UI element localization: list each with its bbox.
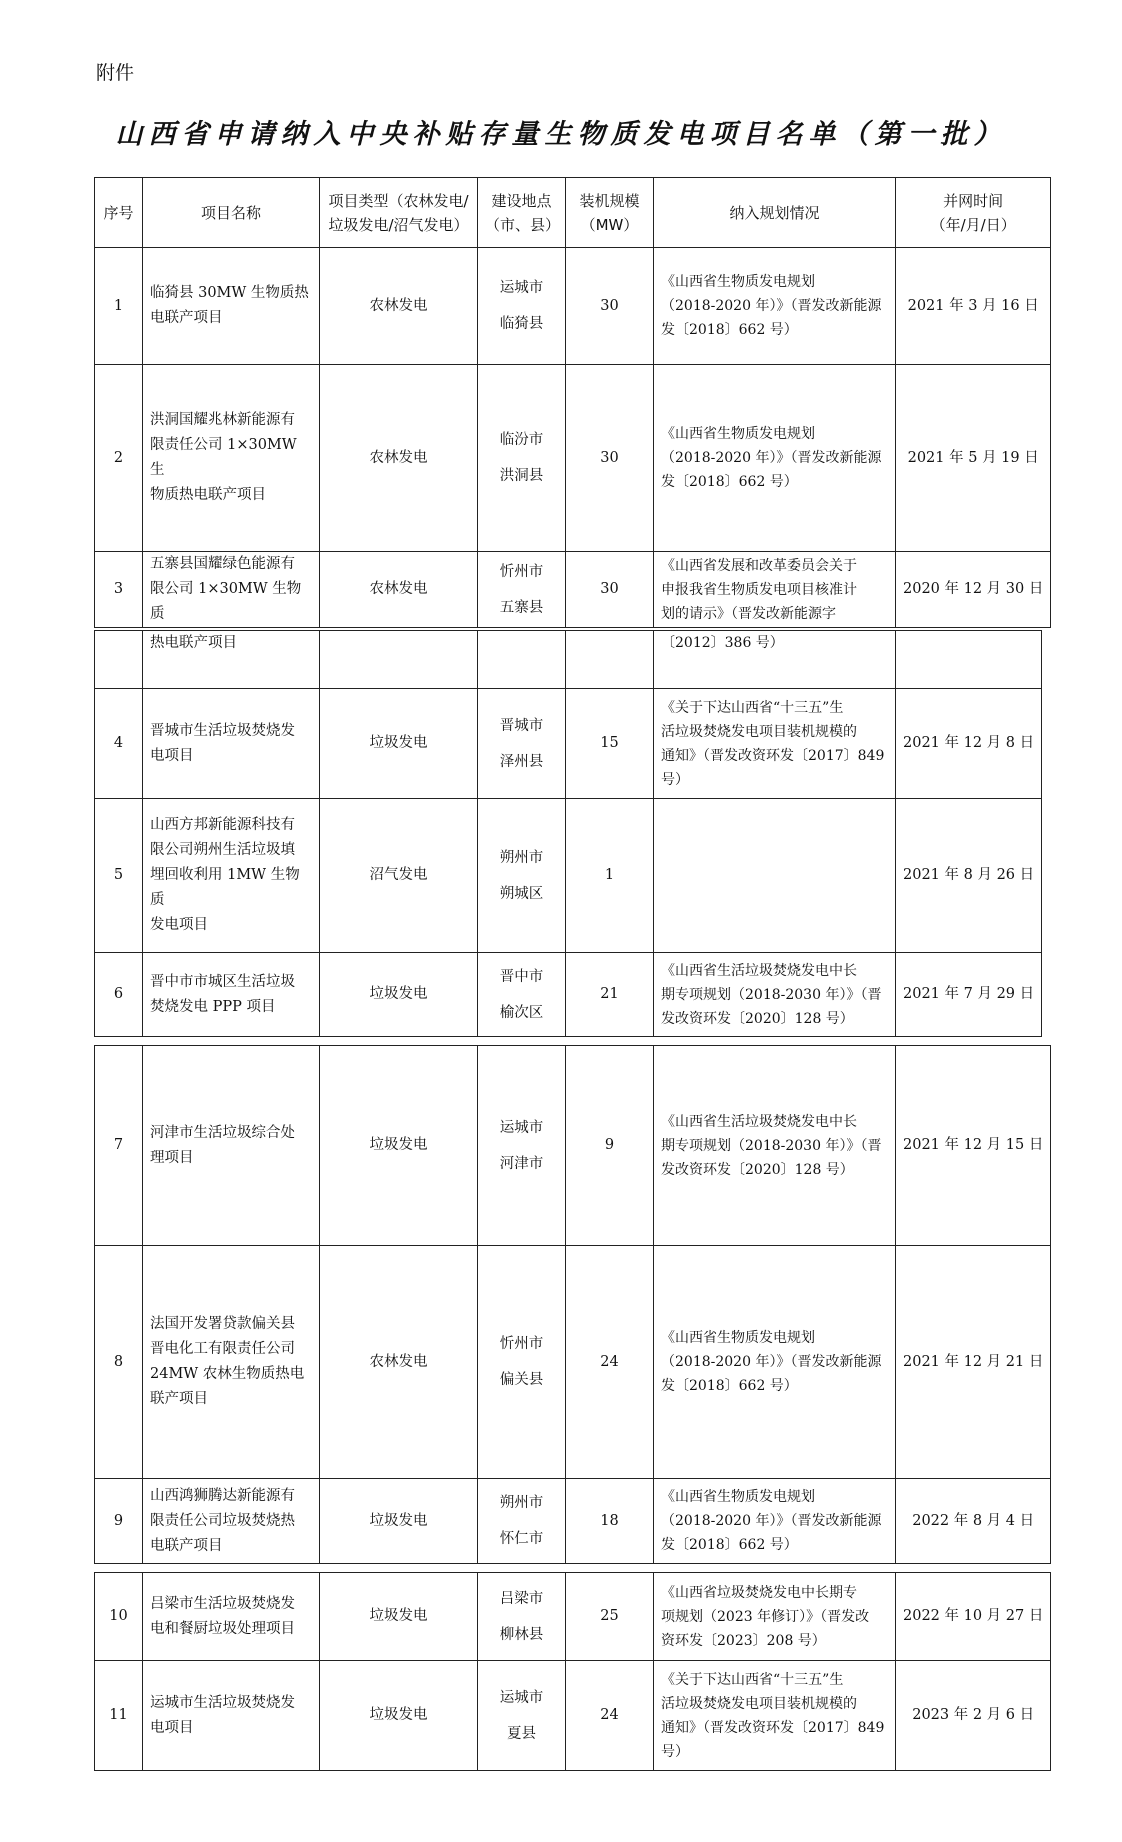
cell-project-type: 农林发电 xyxy=(320,248,478,365)
cell-grid-date: 2021 年 12 月 8 日 xyxy=(896,689,1042,799)
text-line: 山西方邦新能源科技有 xyxy=(150,817,295,833)
cell-no: 4 xyxy=(95,689,143,799)
cell-plan xyxy=(654,631,896,689)
header-date xyxy=(896,178,1051,248)
text-line: 发〔2018〕662 号） xyxy=(661,322,798,338)
table-row xyxy=(95,552,1051,628)
cell-project-name xyxy=(143,365,320,552)
cell-capacity: 30 xyxy=(566,365,654,552)
cell-plan xyxy=(654,689,896,799)
cell-project-type: 农林发电 xyxy=(320,552,478,628)
text-line: 晋城市生活垃圾焚烧发 xyxy=(150,722,295,739)
cell-plan xyxy=(654,552,896,628)
table-row xyxy=(95,248,1051,365)
text-line: 建设地点 xyxy=(491,191,552,210)
text-line: 运城市生活垃圾焚烧发 xyxy=(150,1694,295,1711)
cell-location xyxy=(478,1479,566,1564)
cell-project-name xyxy=(143,1246,320,1479)
project-table xyxy=(94,1572,1051,1771)
cell-plan xyxy=(654,799,896,953)
text-line: 活垃圾焚烧发电项目装机规模的 xyxy=(661,723,857,740)
text-line: 《山西省生物质发电规划 xyxy=(661,1330,815,1346)
cell-capacity: 24 xyxy=(566,1246,654,1479)
table-row xyxy=(95,1046,1051,1246)
cell-project-type: 垃圾发电 xyxy=(320,1573,478,1661)
text-line: （2018-2020 年）》（晋发改新能源 xyxy=(661,1513,882,1529)
cell-grid-date: 2020 年 12 月 30 日 xyxy=(896,552,1051,628)
cell-capacity: 21 xyxy=(566,953,654,1037)
text-line: 热电联产项目 xyxy=(150,635,237,651)
cell-no: 7 xyxy=(95,1046,143,1246)
cell-plan xyxy=(654,1573,896,1661)
text-line: 垃圾发电/沼气发电） xyxy=(328,215,469,234)
cell-grid-date: 2021 年 7 月 29 日 xyxy=(896,953,1042,1037)
cell-location xyxy=(478,631,566,689)
text-line: （MW） xyxy=(580,215,639,234)
text-line: 《山西省生物质发电规划 xyxy=(661,426,815,442)
cell-project-type: 农林发电 xyxy=(320,365,478,552)
text-line: 电项目 xyxy=(150,1719,194,1736)
location-city: 临汾市 xyxy=(499,432,544,448)
table-row xyxy=(95,1479,1051,1564)
cell-location xyxy=(478,1046,566,1246)
text-line: 发改资环发〔2020〕128 号） xyxy=(661,1010,854,1027)
text-line: 电联产项目 xyxy=(150,1537,223,1554)
text-line: 电和餐厨垃圾处理项目 xyxy=(150,1620,295,1637)
cell-plan xyxy=(654,365,896,552)
text-line: 吕梁市生活垃圾焚烧发 xyxy=(150,1595,295,1612)
cell-no: 10 xyxy=(95,1573,143,1661)
cell-plan xyxy=(654,1661,896,1771)
cell-capacity: 1 xyxy=(566,799,654,953)
text-line: 申报我省生物质发电项目核准计 xyxy=(661,581,857,598)
cell-grid-date: 2022 年 10 月 27 日 xyxy=(896,1573,1051,1661)
text-line: 通知》（晋发改资环发〔2017〕849 xyxy=(661,747,885,764)
cell-grid-date xyxy=(896,631,1042,689)
cell-capacity: 15 xyxy=(566,689,654,799)
cell-project-type: 垃圾发电 xyxy=(320,689,478,799)
text-line: 24MW 农林生物质热电 xyxy=(150,1366,305,1382)
text-line: 晋中市市城区生活垃圾 xyxy=(150,973,295,990)
cell-project-name xyxy=(143,799,320,953)
text-line: 限公司朔州生活垃圾填 xyxy=(150,842,295,858)
table-row xyxy=(95,953,1042,1037)
cell-no: 11 xyxy=(95,1661,143,1771)
cell-plan xyxy=(654,1246,896,1479)
cell-capacity xyxy=(566,631,654,689)
text-line: 埋回收利用 1MW 生物质 xyxy=(150,867,300,908)
cell-no: 8 xyxy=(95,1246,143,1479)
cell-no: 9 xyxy=(95,1479,143,1564)
cell-plan xyxy=(654,953,896,1037)
cell-location xyxy=(478,248,566,365)
table-row xyxy=(95,799,1042,953)
attachment-label: 附件 xyxy=(96,62,135,84)
cell-grid-date: 2021 年 8 月 26 日 xyxy=(896,799,1042,953)
text-line: 河津市生活垃圾综合处 xyxy=(150,1124,295,1141)
location-county: 榆次区 xyxy=(499,1004,544,1021)
location-county: 洪洞县 xyxy=(499,468,544,484)
cell-capacity: 30 xyxy=(566,552,654,628)
cell-plan xyxy=(654,1479,896,1564)
cell-no: 5 xyxy=(95,799,143,953)
text-line: 山西鸿狮腾达新能源有 xyxy=(150,1487,295,1504)
location-city: 朔州市 xyxy=(499,849,544,866)
cell-project-name xyxy=(143,1573,320,1661)
cell-location xyxy=(478,689,566,799)
text-line: 联产项目 xyxy=(150,1391,208,1407)
table-row xyxy=(95,365,1051,552)
cell-project-name xyxy=(143,689,320,799)
location-city: 晋城市 xyxy=(499,717,544,734)
cell-capacity: 18 xyxy=(566,1479,654,1564)
cell-capacity: 25 xyxy=(566,1573,654,1661)
cell-project-type: 沼气发电 xyxy=(320,799,478,953)
table-row xyxy=(95,1573,1051,1661)
text-line: （2018-2020 年）》（晋发改新能源 xyxy=(661,298,882,314)
location-county: 五寨县 xyxy=(499,599,544,616)
cell-capacity: 24 xyxy=(566,1661,654,1771)
cell-plan xyxy=(654,1046,896,1246)
location-county: 夏县 xyxy=(507,1725,536,1742)
location-city: 运城市 xyxy=(499,1119,544,1136)
location-county: 柳林县 xyxy=(499,1626,544,1643)
text-line: 项规划（2023 年修订）》（晋发改 xyxy=(661,1608,870,1625)
cell-project-type: 垃圾发电 xyxy=(320,1661,478,1771)
header-no: 序号 xyxy=(95,178,143,248)
cell-grid-date: 2022 年 8 月 4 日 xyxy=(896,1479,1051,1564)
cell-no: 3 xyxy=(95,552,143,628)
text-line: 《山西省垃圾焚烧发电中长期专 xyxy=(661,1584,857,1601)
text-line: 《关于下达山西省“十三五”生 xyxy=(661,699,844,716)
location-county: 河津市 xyxy=(499,1155,544,1172)
cell-no: 2 xyxy=(95,365,143,552)
cell-plan xyxy=(654,248,896,365)
text-line: 装机规模 xyxy=(579,191,640,210)
cell-project-name xyxy=(143,1046,320,1246)
text-line: 限公司 1×30MW 生物质 xyxy=(150,581,302,622)
text-line: 《关于下达山西省“十三五”生 xyxy=(661,1671,844,1688)
cell-project-type: 垃圾发电 xyxy=(320,1479,478,1564)
table-row xyxy=(95,631,1042,689)
text-line: 《山西省生活垃圾焚烧发电中长 xyxy=(661,1113,857,1130)
text-line: 号） xyxy=(661,771,689,788)
header-type xyxy=(320,178,478,248)
project-table xyxy=(94,1045,1051,1564)
text-line: 《山西省发展和改革委员会关于 xyxy=(661,557,857,574)
location-county: 偏关县 xyxy=(499,1372,544,1388)
cell-grid-date: 2021 年 12 月 15 日 xyxy=(896,1046,1051,1246)
text-line: 临猗县 30MW 生物质热 xyxy=(150,285,309,301)
location-city: 忻州市 xyxy=(499,1336,544,1352)
cell-project-name xyxy=(143,631,320,689)
text-line: 《山西省生物质发电规划 xyxy=(661,1489,815,1505)
text-line: 〔2012〕386 号） xyxy=(661,635,784,651)
text-line: 发〔2018〕662 号） xyxy=(661,1378,798,1394)
cell-project-name xyxy=(143,1479,320,1564)
text-line: 理项目 xyxy=(150,1149,194,1166)
location-county: 临猗县 xyxy=(499,316,544,332)
text-line: 五寨县国耀绿色能源有 xyxy=(150,556,295,572)
text-line: 发改资环发〔2020〕128 号） xyxy=(661,1161,854,1178)
cell-location xyxy=(478,1246,566,1479)
cell-grid-date: 2021 年 12 月 21 日 xyxy=(896,1246,1051,1479)
table-row xyxy=(95,1246,1051,1479)
cell-location xyxy=(478,552,566,628)
cell-project-name xyxy=(143,552,320,628)
text-line: （2018-2020 年）》（晋发改新能源 xyxy=(661,450,882,466)
header-plan: 纳入规划情况 xyxy=(654,178,896,248)
text-line: 期专项规划（2018-2030 年）》（晋 xyxy=(661,1137,882,1154)
text-line: 限责任公司 1×30MW 生 xyxy=(150,437,297,478)
cell-project-name xyxy=(143,248,320,365)
text-line: 划的请示》（晋发改新能源字 xyxy=(661,605,836,622)
location-county: 泽州县 xyxy=(499,753,544,770)
location-county: 朔城区 xyxy=(499,885,544,902)
cell-project-type: 农林发电 xyxy=(320,1246,478,1479)
cell-location xyxy=(478,1661,566,1771)
cell-no: 1 xyxy=(95,248,143,365)
cell-project-name xyxy=(143,1661,320,1771)
text-line: 资环发〔2023〕208 号） xyxy=(661,1632,826,1649)
location-city: 晋中市 xyxy=(499,968,544,985)
text-line: 《山西省生活垃圾焚烧发电中长 xyxy=(661,962,857,979)
cell-capacity: 30 xyxy=(566,248,654,365)
text-line: 物质热电联产项目 xyxy=(150,487,266,503)
text-line: （2018-2020 年）》（晋发改新能源 xyxy=(661,1354,882,1370)
cell-project-type: 垃圾发电 xyxy=(320,1046,478,1246)
text-line: 期专项规划（2018-2030 年）》（晋 xyxy=(661,986,882,1003)
cell-no: 6 xyxy=(95,953,143,1037)
cell-location xyxy=(478,953,566,1037)
header-location xyxy=(478,178,566,248)
cell-grid-date: 2021 年 5 月 19 日 xyxy=(896,365,1051,552)
text-line: 焚烧发电 PPP 项目 xyxy=(150,998,276,1015)
cell-no xyxy=(95,631,143,689)
location-county: 怀仁市 xyxy=(499,1531,544,1547)
cell-project-name xyxy=(143,953,320,1037)
cell-capacity: 9 xyxy=(566,1046,654,1246)
location-city: 朔州市 xyxy=(499,1495,544,1511)
text-line: 并网时间 xyxy=(943,191,1004,210)
cell-grid-date: 2021 年 3 月 16 日 xyxy=(896,248,1051,365)
project-table xyxy=(94,177,1051,628)
text-line: 电项目 xyxy=(150,747,194,764)
cell-grid-date: 2023 年 2 月 6 日 xyxy=(896,1661,1051,1771)
page-title: 山西省申请纳入中央补贴存量生物质发电项目名单（第一批） xyxy=(115,119,1007,150)
location-city: 忻州市 xyxy=(499,563,544,580)
location-city: 运城市 xyxy=(499,280,544,296)
text-line: （市、县） xyxy=(485,215,561,234)
text-line: 晋电化工有限责任公司 xyxy=(150,1341,295,1357)
text-line: 发〔2018〕662 号） xyxy=(661,474,798,490)
text-line: 《山西省生物质发电规划 xyxy=(661,274,815,290)
location-city: 吕梁市 xyxy=(499,1590,544,1607)
text-line: 发〔2018〕662 号） xyxy=(661,1537,798,1553)
location-city: 运城市 xyxy=(499,1689,544,1706)
header-capacity xyxy=(566,178,654,248)
text-line: 电联产项目 xyxy=(150,310,223,326)
text-line: 活垃圾焚烧发电项目装机规模的 xyxy=(661,1695,857,1712)
text-line: 法国开发署贷款偏关县 xyxy=(150,1316,295,1332)
table-header-row xyxy=(95,178,1051,248)
text-line: 洪洞国耀兆林新能源有 xyxy=(150,412,295,428)
cell-location xyxy=(478,365,566,552)
header-name: 项目名称 xyxy=(143,178,320,248)
text-line: 项目类型（农林发电/ xyxy=(328,191,469,210)
text-line: 限责任公司垃圾焚烧热 xyxy=(150,1512,295,1529)
cell-project-type xyxy=(320,631,478,689)
table-row xyxy=(95,1661,1051,1771)
cell-location xyxy=(478,1573,566,1661)
project-table xyxy=(94,630,1042,1037)
text-line: （年/月/日） xyxy=(930,215,1016,234)
table-row xyxy=(95,689,1042,799)
text-line: 发电项目 xyxy=(150,917,208,933)
cell-project-type: 垃圾发电 xyxy=(320,953,478,1037)
text-line: 通知》（晋发改资环发〔2017〕849 xyxy=(661,1719,885,1736)
text-line: 号） xyxy=(661,1743,689,1760)
cell-location xyxy=(478,799,566,953)
